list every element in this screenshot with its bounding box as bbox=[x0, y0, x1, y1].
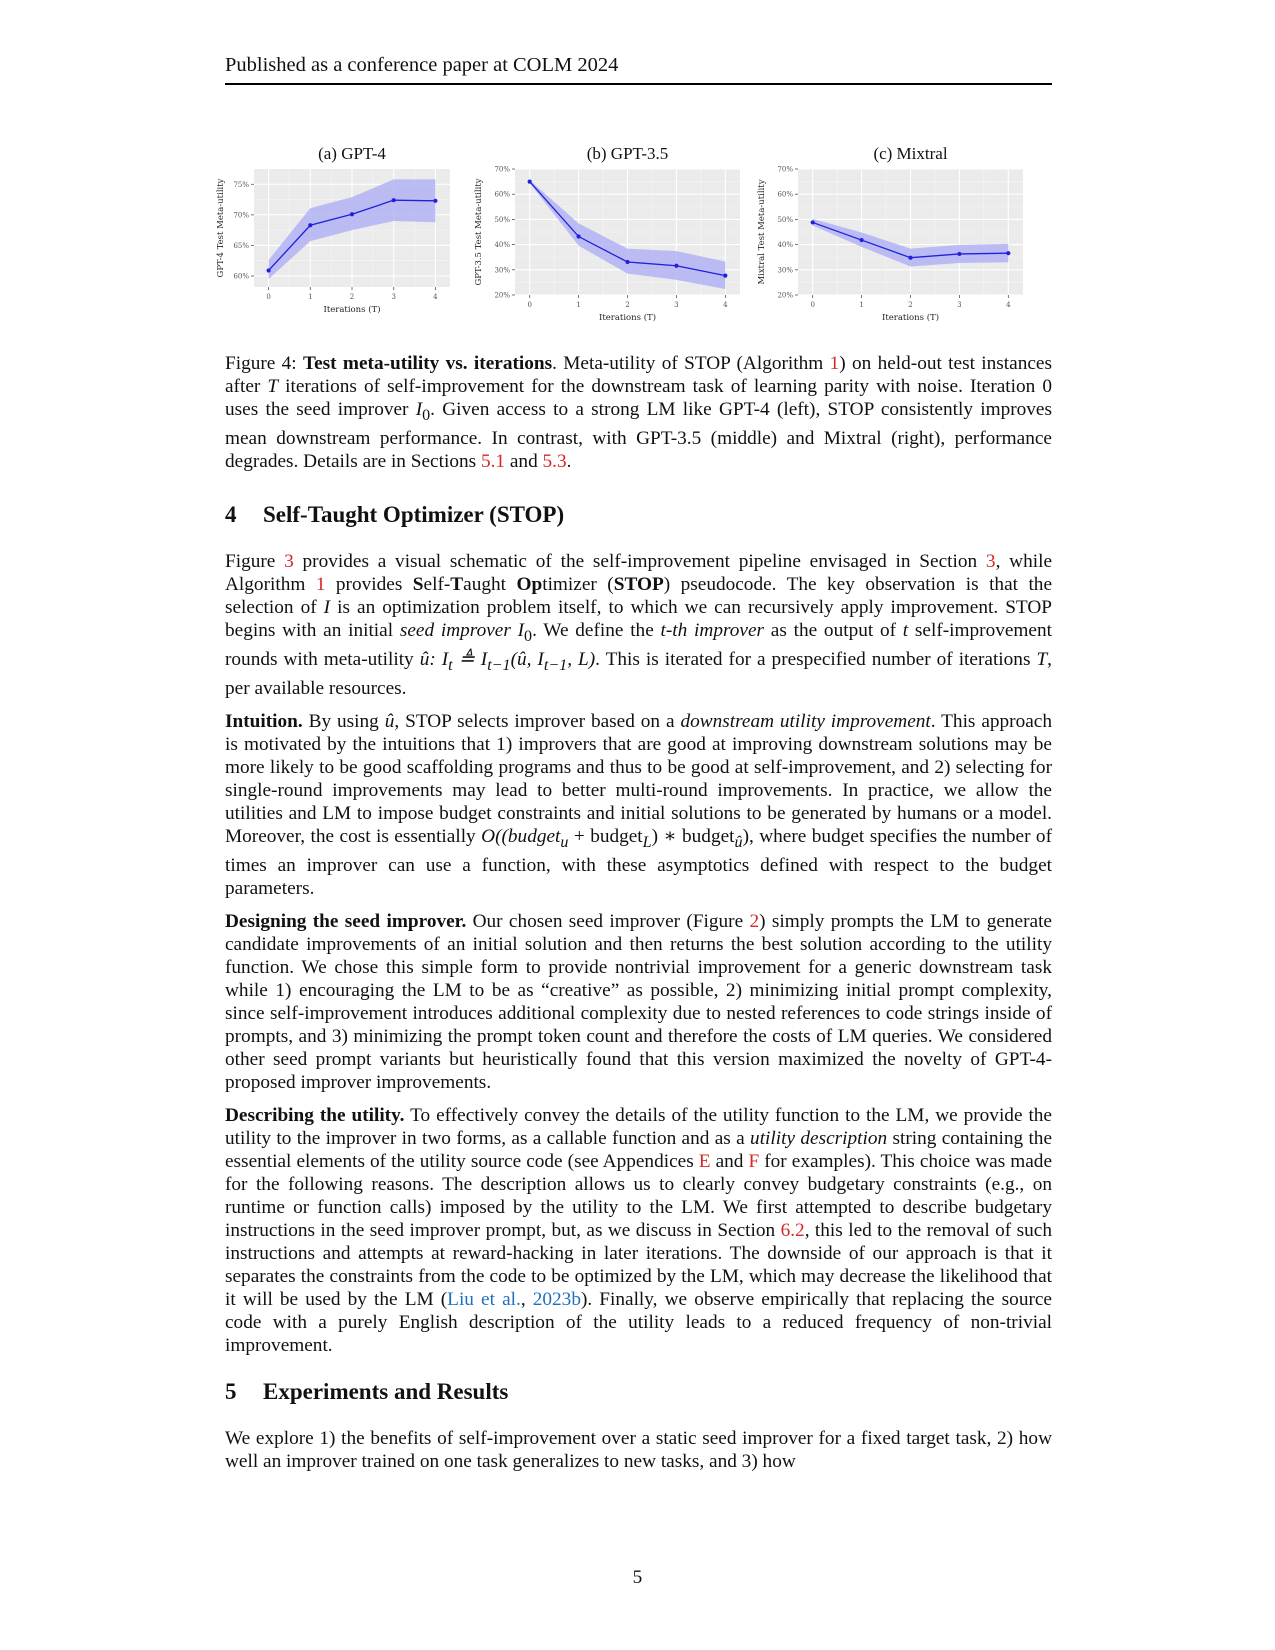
x-tick-label: 1 bbox=[576, 301, 581, 309]
ref-figure-3[interactable]: 3 bbox=[284, 551, 294, 572]
caption-text: . Meta-utility of STOP (Algorithm bbox=[552, 353, 830, 374]
x-tick-label: 3 bbox=[674, 301, 679, 309]
section-title: Self-Taught Optimizer (STOP) bbox=[263, 502, 565, 527]
citation-year-link[interactable]: 2023b bbox=[532, 1288, 581, 1310]
x-tick-label: 1 bbox=[308, 293, 313, 301]
y-tick-label: 30% bbox=[494, 266, 510, 275]
data-point bbox=[674, 264, 678, 268]
caption-text: iterations of self-improvement for the downstream task of learning parity with noise. Iteration 0 uses the seed improver bbox=[225, 376, 1052, 420]
y-axis-label: Mixtral Test Meta-utility bbox=[757, 179, 767, 285]
data-point bbox=[957, 252, 961, 256]
chart-mixtral bbox=[757, 144, 1046, 337]
data-point bbox=[908, 256, 912, 260]
chart-mixtral-svg bbox=[757, 144, 1046, 337]
caption-text: . bbox=[566, 450, 572, 472]
chart-gpt4 bbox=[215, 144, 455, 337]
x-tick-label: 0 bbox=[527, 301, 532, 309]
section-number: 5 bbox=[225, 1378, 237, 1404]
data-point bbox=[723, 273, 727, 277]
y-tick-label: 60% bbox=[233, 272, 249, 281]
ref-section-5-3[interactable]: 5.3 bbox=[542, 450, 567, 472]
figure-4 bbox=[0, 144, 1275, 337]
chart-gpt35 bbox=[474, 144, 763, 337]
y-tick-label: 30% bbox=[777, 266, 793, 275]
y-tick-label: 65% bbox=[233, 241, 249, 250]
y-tick-label: 40% bbox=[777, 241, 793, 250]
ref-appendix-e[interactable]: E bbox=[698, 1150, 711, 1172]
x-tick-label: 4 bbox=[723, 301, 728, 309]
data-point bbox=[308, 223, 312, 227]
paragraph-heading: Designing the seed improver. bbox=[225, 910, 467, 932]
paragraph: We explore 1) the benefits of self-improvement over a static seed improver for a fixed target task, 2) how well an improver trained on one task generalizes to new tasks, and 3) how bbox=[225, 1427, 1052, 1472]
y-tick-label: 50% bbox=[777, 215, 793, 224]
data-point bbox=[811, 220, 815, 224]
paragraph-heading: Describing the utility. bbox=[225, 1104, 405, 1126]
x-tick-label: 0 bbox=[810, 301, 815, 309]
figure-caption bbox=[225, 352, 1052, 473]
math-sub: 0 bbox=[422, 406, 431, 424]
ref-appendix-f[interactable]: F bbox=[748, 1150, 760, 1172]
data-point bbox=[859, 238, 863, 242]
section-title: Experiments and Results bbox=[263, 1378, 509, 1404]
caption-text: and bbox=[505, 450, 543, 472]
page-number: 5 bbox=[632, 1567, 643, 1588]
data-point bbox=[528, 180, 532, 184]
paragraph-seed-improver: Designing the seed improver. Our chosen seed improver (Figure 2) simply prompts the LM to generate candidate improvements of an initial solution and then returns the best solution according to the utility function. We chose this simple form to provide nontrivial improvement for a generic downstream task while 1) encouraging the LM to be as “creative” as possible, 2) minimizing initial prompt complexity, since self-improvement introduces additional complexity due to nested references to code strings inside of prompts, and 3) minimizing the prompt token count and therefore the costs of LM queries. We considered other seed prompt variants but heuristically found that this version maximized the novelty of GPT-4-proposed improver improvements. bbox=[225, 910, 1052, 1093]
x-axis-label: Iterations (T) bbox=[598, 313, 657, 323]
x-tick-label: 0 bbox=[266, 293, 271, 301]
data-point bbox=[625, 260, 629, 264]
caption-label: Figure 4: bbox=[225, 353, 297, 374]
x-tick-label: 2 bbox=[908, 301, 913, 309]
data-point bbox=[1006, 251, 1010, 255]
y-tick-label: 70% bbox=[777, 165, 793, 174]
caption-text: ) on held-out test instances after bbox=[225, 353, 1052, 397]
chart-gpt35-svg bbox=[474, 144, 763, 337]
ref-figure-2[interactable]: 2 bbox=[749, 910, 760, 932]
caption-bold-title: Test meta-utility vs. iterations bbox=[303, 353, 553, 374]
y-tick-label: 70% bbox=[233, 211, 249, 220]
math-T: T bbox=[267, 376, 279, 397]
x-tick-label: 2 bbox=[625, 301, 630, 309]
y-tick-label: 20% bbox=[777, 291, 793, 300]
paragraph-intuition: Intuition. By using û, STOP selects improver based on a downstream utility improvement. This approach is motivated by the intuitions that 1) improvers that are good at improving downstream solutions may be more likely to be good scaffolding programs and thus to be good at self-improvement, and 2) selecting for single-round improvements may lead to better multi-round improvements. In practice, we allow the utilities and LM to impose budget constraints and initial solutions to be generated by humans or a model. Moreover, the cost is essentially O((budget$_u$ + budget$_L$) ∗ budget$_û$), where budget specifies the number of times an improver can use a function, with these asymptotics defined with respect to the budget parameters. bbox=[225, 710, 1052, 899]
y-tick-label: 70% bbox=[494, 165, 510, 174]
y-tick-label: 60% bbox=[494, 190, 510, 199]
ref-section-6-2[interactable]: 6.2 bbox=[780, 1219, 805, 1241]
citation-link[interactable]: Liu et al. bbox=[447, 1288, 521, 1310]
y-tick-label: 75% bbox=[233, 180, 249, 189]
y-tick-label: 20% bbox=[494, 291, 510, 300]
caption-text: . Given access to a strong LM like GPT-4 (left), STOP consistently improves mean downstream performance. In contrast, with GPT-3.5 (middle) and Mixtral (right), performance degrades. Details are in Sections bbox=[225, 399, 1052, 472]
chart-title: (a) GPT-4 bbox=[318, 144, 386, 163]
data-point bbox=[433, 199, 437, 203]
running-header: Published as a conference paper at COLM 2024 bbox=[225, 52, 1052, 85]
section-4-heading bbox=[225, 500, 1052, 530]
x-tick-label: 3 bbox=[957, 301, 962, 309]
y-tick-label: 50% bbox=[494, 215, 510, 224]
x-tick-label: 1 bbox=[859, 301, 864, 309]
data-point bbox=[266, 268, 270, 272]
x-tick-label: 2 bbox=[349, 293, 355, 301]
y-axis-label: GPT-4 Test Meta-utility bbox=[216, 178, 226, 278]
paragraph: Figure 3 provides a visual schematic of the self-improvement pipeline envisaged in Section 3, while Algorithm 1 provides Self-Taught Optimizer (STOP) pseudocode. The key observation is that the selection of I is an optimization problem itself, to which we can recursively apply improvement. STOP begins with an initial seed improver $I_0$. We define the t-th improver as the output of t self-improvement rounds with meta-utility û: $I_t$ ≜ $I_{t-1}(û$, $I_{t-1}$, L). This is iterated for a prespecified number of iterations T, per available resources. bbox=[225, 551, 1053, 699]
y-tick-label: 40% bbox=[494, 241, 510, 250]
x-tick-label: 3 bbox=[391, 293, 396, 301]
chart-gpt4-svg bbox=[215, 144, 455, 337]
chart-title: (b) GPT-3.5 bbox=[586, 144, 669, 163]
paragraph-utility: Describing the utility. To effectively convey the details of the utility function to the LM, we provide the utility to the improver in two forms, as a callable function and as a utility description string containing the essential elements of the utility source code (see Appendices E and F for examples). This choice was made for the following reasons. The description allows us to clearly convey budgetary constraints (e.g., on runtime or function calls) imposed by the utility to the LM. We first attempted to describe budgetary instructions in the seed improver prompt, but, as we discuss in Section 6.2, this led to the removal of such instructions and attempts at reward-hacking in later iterations. The downside of our approach is that it separates the constraints from the code to be optimized by the LM, which may decrease the likelihood that it will be used by the LM (Liu et al., 2023b). Finally, we observe empirically that replacing the source code with a purely English description of the utility leads to a reduced frequency of non-trivial improvement. bbox=[225, 1104, 1053, 1356]
data-point bbox=[392, 198, 396, 202]
ref-section-5-1[interactable]: 5.1 bbox=[480, 450, 506, 472]
section-5-heading bbox=[225, 1377, 1052, 1407]
ref-algorithm-1[interactable]: 1 bbox=[315, 574, 326, 595]
x-axis-label: Iterations (T) bbox=[881, 313, 940, 323]
paragraph-heading: Intuition. bbox=[225, 710, 303, 732]
data-point bbox=[576, 234, 580, 238]
y-tick-label: 60% bbox=[777, 190, 793, 199]
section-number: 4 bbox=[225, 502, 237, 527]
x-tick-label: 4 bbox=[433, 293, 438, 301]
ref-section-3[interactable]: 3 bbox=[985, 551, 996, 572]
data-point bbox=[350, 212, 354, 216]
ref-algorithm-1[interactable]: 1 bbox=[829, 353, 840, 374]
x-axis-label: Iterations (T) bbox=[323, 305, 381, 315]
x-tick-label: 4 bbox=[1006, 301, 1011, 309]
body-text bbox=[225, 500, 1052, 1483]
math-I: I bbox=[415, 399, 423, 420]
y-axis-label: GPT-3.5 Test Meta-utility bbox=[474, 178, 484, 286]
chart-title: (c) Mixtral bbox=[873, 144, 948, 163]
